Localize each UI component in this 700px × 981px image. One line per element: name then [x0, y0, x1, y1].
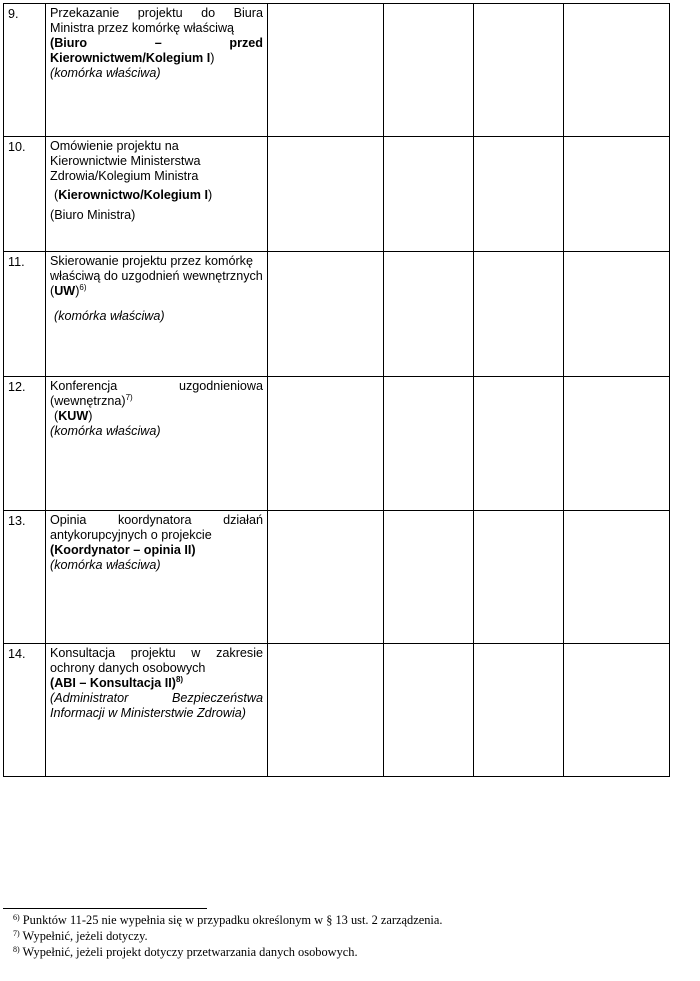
- empty-cell: [474, 644, 564, 777]
- empty-cell: [474, 252, 564, 377]
- empty-cell: [564, 252, 670, 377]
- responsible-unit: (Administrator Bezpieczeństwa: [50, 691, 263, 705]
- row-number: 14.: [4, 644, 46, 777]
- row-number: 12.: [4, 377, 46, 511]
- empty-cell: [268, 4, 384, 137]
- empty-cell: [384, 137, 474, 252]
- row-description: Opinia koordynatora działań antykorupcyjnych o projekcie (Koordynator – opinia II) (komórka właściwa): [46, 511, 268, 644]
- footnote-ref: 8): [175, 675, 184, 684]
- footnote: $^{8)}$ Wypełnić, jeżeli projekt dotyczy przetwarzania danych osobowych.: [13, 945, 358, 959]
- empty-cell: [474, 511, 564, 644]
- empty-cell: [474, 377, 564, 511]
- empty-cell: [384, 511, 474, 644]
- row-description: Konferencja uzgodnieniowa (wewnętrzna)$^{7)}$ (KUW) (komórka właściwa): [46, 377, 268, 511]
- footnote-ref: 6): [79, 283, 87, 292]
- responsible-unit: (komórka właściwa): [50, 66, 161, 80]
- empty-cell: [268, 511, 384, 644]
- footnote-ref: 7): [125, 393, 133, 402]
- table-row: [4, 4, 670, 137]
- footnote: $^{6)}$ Punktów 11-25 nie wypełnia się w przypadku określonym w § 13 ust. 2 zarządzenia.: [13, 913, 443, 927]
- empty-cell: [564, 377, 670, 511]
- row-number: 13.: [4, 511, 46, 644]
- row-number: 11.: [4, 252, 46, 377]
- table-row: [4, 377, 670, 511]
- footnote: $^{7)}$ Wypełnić, jeżeli dotyczy.: [13, 929, 148, 943]
- row-number: 9.: [4, 4, 46, 137]
- empty-cell: [268, 377, 384, 511]
- empty-cell: [268, 252, 384, 377]
- table-row: [4, 644, 670, 777]
- empty-cell: [564, 511, 670, 644]
- empty-cell: [384, 252, 474, 377]
- row-description: Skierowanie projektu przez komórkę właściwą do uzgodnień wewnętrznych (UW)$^{6)}$ (komórka właściwa): [46, 252, 268, 377]
- row-description: Omówienie projektu na Kierownictwie Ministerstwa Zdrowia/Kolegium Ministra (Kierownictwo/Kolegium I) (Biuro Ministra): [46, 137, 268, 252]
- empty-cell: [268, 644, 384, 777]
- responsible-unit: (komórka właściwa): [54, 309, 165, 323]
- procedure-table: [3, 3, 670, 777]
- table-row: [4, 252, 670, 377]
- responsible-unit: (komórka właściwa): [50, 424, 161, 438]
- empty-cell: [474, 4, 564, 137]
- row-description: Konsultacja projektu w zakresie ochrony danych osobowych (ABI – Konsultacja II)$^{8)}$ (Administrator Bezpieczeństwa Informacji w Ministerstwie Zdrowia): [46, 644, 268, 777]
- empty-cell: [384, 644, 474, 777]
- empty-cell: [564, 644, 670, 777]
- footnotes: [13, 912, 442, 960]
- empty-cell: [384, 377, 474, 511]
- row-number: 10.: [4, 137, 46, 252]
- empty-cell: [268, 137, 384, 252]
- responsible-unit: (komórka właściwa): [50, 558, 161, 572]
- footnote-separator: [3, 908, 207, 909]
- empty-cell: [384, 4, 474, 137]
- empty-cell: [564, 137, 670, 252]
- responsible-unit: (Biuro Ministra): [50, 208, 136, 222]
- table-row: [4, 511, 670, 644]
- empty-cell: [474, 137, 564, 252]
- empty-cell: [564, 4, 670, 137]
- row-description: Przekazanie projektu do Biura Ministra przez komórkę właściwą (Biuro – przed Kierownictwem/Kolegium I) (komórka właściwa): [46, 4, 268, 137]
- table-row: [4, 137, 670, 252]
